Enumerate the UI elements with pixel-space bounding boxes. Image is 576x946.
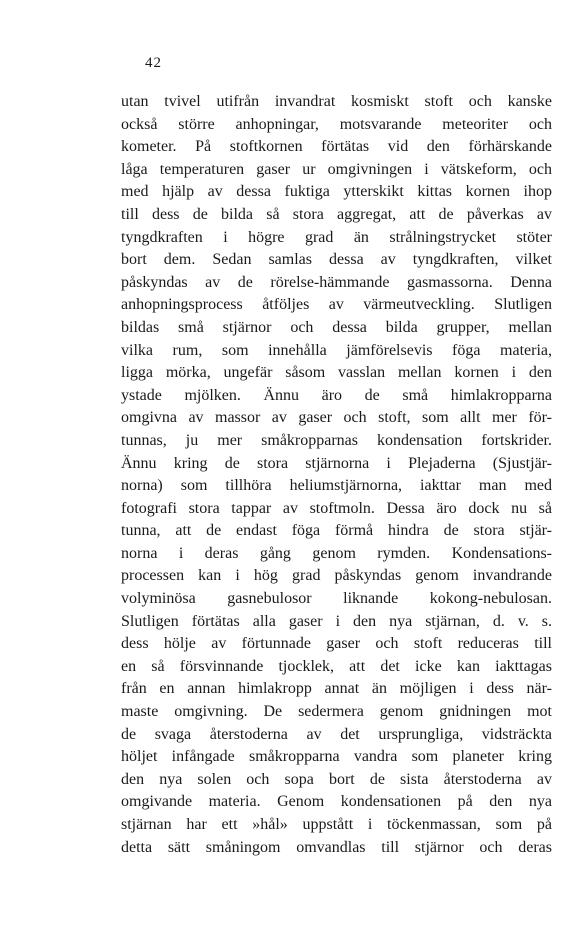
text-line: anhopningsprocess åtföljes av värmeutveckling. Slutligen	[121, 296, 552, 314]
text-line: ligga mörka, ungefär såsom vasslan mellan kornen i den	[121, 364, 552, 382]
text-line: processen kan i hög grad påskyndas genom invandrande	[121, 567, 552, 585]
text-line: de svaga återstoderna av det ursprungliga, vidsträckta	[121, 725, 552, 743]
text-line: stjärnan har ett »hål» uppstått i töckenmassan, som på	[121, 816, 552, 833]
text-line: vilka rum, som innehålla jämförelsevis föga materia,	[121, 341, 552, 359]
text-line: fotografi stora tappar av stoftmoln. Dessa äro dock nu så	[121, 499, 552, 517]
text-line: tyngdkraften i högre grad än strålningstrycket stöter	[121, 228, 552, 246]
text-line: tunnas, ju mer småkropparnas kondensation fortskrider.	[121, 431, 552, 449]
text-line: från en annan himlakropp annat än möjligen i dess när-	[121, 680, 552, 698]
text-line: påskyndas av de rörelse-hämmande gasmassorna. Denna	[121, 273, 552, 291]
text-line: bort dem. Sedan samlas dessa av tyngdkraften, vilket	[121, 251, 552, 269]
text-line: omgivande materia. Genom kondensationen på den nya	[121, 793, 552, 811]
text-line: till dess de bilda så stora aggregat, att de påverkas av	[121, 205, 552, 223]
text-line: tunna, att de endast föga förmå hindra de stora stjär-	[121, 522, 552, 540]
page-number: 42	[145, 55, 162, 71]
text-line: höljet infångade småkropparna vandra som planeter kring	[121, 748, 552, 766]
text-line: Slutligen förtätas alla gaser i den nya stjärnan, d. v. s.	[121, 612, 552, 630]
text-line: utan tvivel utifrån invandrat kosmiskt stoft och kanske	[121, 93, 552, 110]
body-text	[121, 91, 552, 859]
text-line: ystade mjölken. Ännu äro de små himlakropparna	[121, 386, 552, 404]
text-line: norna) som tillhöra heliumstjärnorna, iakttar man med	[121, 477, 552, 495]
text-line: norna i deras gång genom rymden. Kondensations-	[121, 544, 552, 562]
text-line: också större anhopningar, motsvarande meteoriter och	[121, 115, 552, 133]
text-line: den nya solen och sopa bort de sista återstoderna av	[121, 770, 552, 788]
text-line: låga temperaturen gaser ur omgivningen i vätskeform, och	[121, 160, 552, 178]
text-line: med hjälp av dessa fuktiga ytterskikt kittas kornen ihop	[121, 183, 552, 201]
text-line: kometer. På stoftkornen förtätas vid den förhärskande	[121, 138, 552, 156]
text-line: maste omgivning. De sedermera genom gnidningen mot	[121, 703, 552, 721]
text-line: bildas små stjärnor och dessa bilda grupper, mellan	[121, 318, 552, 336]
text-line: omgivna av massor av gaser och stoft, som allt mer för-	[121, 409, 552, 427]
text-line: volyminösa gasnebulosor liknande kokong-nebulosan.	[121, 590, 552, 608]
text-line: en så försvinnande tjocklek, att det icke kan iakttagas	[121, 657, 552, 675]
text-line: dess hölje av förtunnade gaser och stoft reduceras till	[121, 635, 552, 653]
text-line: detta sätt småningom omvandlas till stjärnor och deras	[121, 838, 552, 856]
text-line: Ännu kring de stora stjärnorna i Plejaderna (Sjustjär-	[121, 454, 552, 472]
